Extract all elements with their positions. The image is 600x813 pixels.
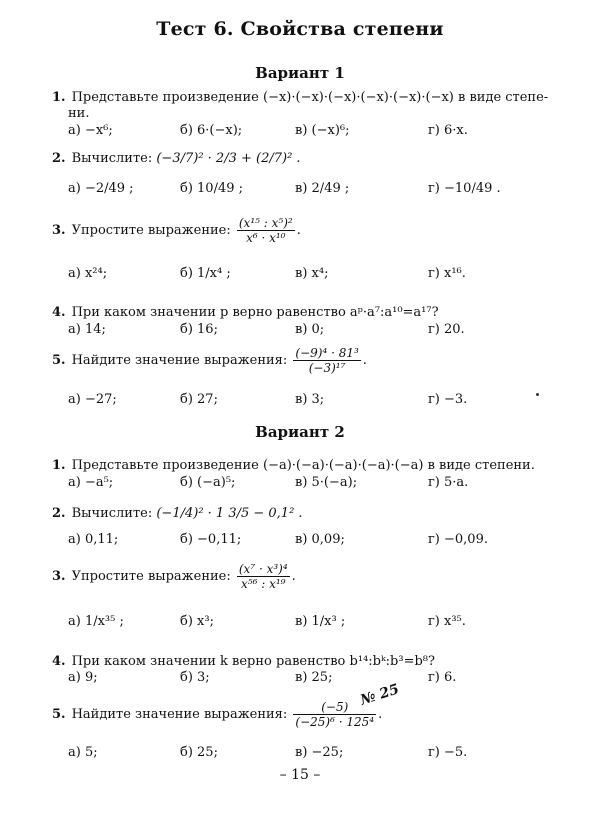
v1-q4-answer-d: г) 20. bbox=[428, 322, 465, 337]
v2-question-1: 1. Представьте произведение (−a)·(−a)·(−a)·(−a)·(−a) в виде степени. bbox=[52, 458, 535, 473]
question-text: Представьте произведение (−a)·(−a)·(−a)·(−a)·(−a) в виде степени. bbox=[71, 458, 535, 473]
v1-q2-answer-a: а) −2/49 ; bbox=[68, 181, 134, 196]
v1-q1-answer-a: а) −x⁶; bbox=[68, 123, 113, 138]
v1-question-3: 3. Упростите выражение: $\frac{\text{(x¹⁵ : x⁵)²}}{\text{x⁶ · x¹⁰}}$ . bbox=[52, 216, 301, 245]
question-text: Представьте произведение (−x)·(−x)·(−x)·(−x)·(−x)·(−x) в виде степе- bbox=[71, 90, 549, 105]
v2-q3-answer-d: г) x³⁵. bbox=[428, 614, 466, 629]
v1-question-2: 2. Вычислите: (−3/7)² · 2/3 + (2/7)² . bbox=[52, 151, 301, 166]
v2-q5-answer-b: б) 25; bbox=[180, 745, 218, 760]
v1-q3-answer-a: а) x²⁴; bbox=[68, 266, 108, 281]
v1-q5-answer-c: в) 3; bbox=[295, 392, 325, 407]
v2-q5-answer-c: в) −25; bbox=[295, 745, 344, 760]
v1-question-4: 4. При каком значении p верно равенство aᵖ·a⁷:a¹⁰=a¹⁷? bbox=[52, 305, 439, 320]
v2-q4-answer-a: а) 9; bbox=[68, 670, 98, 685]
question-fraction: $\frac{\text{(x¹⁵ : x⁵)²}}{\text{x⁶ · x¹⁰}}$ bbox=[238, 216, 293, 245]
v1-q5-answer-a: а) −27; bbox=[68, 392, 117, 407]
v1-q2-answer-b: б) 10/49 ; bbox=[180, 181, 244, 196]
v1-q5-answer-d: г) −3. bbox=[428, 392, 468, 407]
v2-q1-answer-b: б) (−a)⁵; bbox=[180, 475, 236, 490]
v2-q5-answer-a: а) 5; bbox=[68, 745, 98, 760]
v2-q2-answer-b: б) −0,11; bbox=[180, 532, 242, 547]
question-text: Упростите выражение: bbox=[71, 569, 231, 584]
v1-q1-continuation: ни. bbox=[68, 106, 90, 121]
v2-q3-answer-c: в) 1/x³ ; bbox=[295, 614, 346, 629]
question-text: Вычислите: bbox=[71, 151, 153, 166]
v1-q4-answer-a: а) 14; bbox=[68, 322, 106, 337]
question-expression: (−3/7)² · 2/3 + (2/7)² . bbox=[156, 151, 301, 166]
v2-question-5: 5. Найдите значение выражения: $\frac{(-5)}{\text{(−25)⁶ · 125⁴}}$ . bbox=[52, 700, 383, 729]
v2-q3-answer-a: а) 1/x³⁵ ; bbox=[68, 614, 124, 629]
v1-q1-answer-b: б) 6·(−x); bbox=[180, 123, 243, 138]
variant-1-heading: Вариант 1 bbox=[255, 64, 345, 82]
v1-q2-answer-c: в) 2/49 ; bbox=[295, 181, 350, 196]
v2-q4-answer-b: б) 3; bbox=[180, 670, 210, 685]
question-text: При каком значении p верно равенство aᵖ·a⁷:a¹⁰=a¹⁷? bbox=[71, 305, 439, 320]
question-fraction: $\frac{\text{(x⁷ · x³)⁴}}{\text{x⁵⁶ : x¹⁹}}$ bbox=[238, 562, 288, 591]
page-number: – 15 – bbox=[279, 767, 321, 783]
v1-q3-answer-d: г) x¹⁶. bbox=[428, 266, 466, 281]
v2-q4-answer-c: в) 25; bbox=[295, 670, 333, 685]
question-text: Найдите значение выражения: bbox=[71, 353, 288, 368]
v2-q2-answer-c: в) 0,09; bbox=[295, 532, 345, 547]
v2-q1-answer-c: в) 5·(−a); bbox=[295, 475, 358, 490]
question-fraction: $\frac{\text{(−9)⁴ · 81³}}{\text{(−3)¹⁷}}$ bbox=[295, 346, 359, 375]
v1-q4-answer-b: б) 16; bbox=[180, 322, 218, 337]
v1-question-1: 1. Представьте произведение (−x)·(−x)·(−x)·(−x)·(−x)·(−x) в виде степе- bbox=[52, 90, 549, 105]
question-fraction: $\frac{(-5)}{\text{(−25)⁶ · 125⁴}}$ bbox=[295, 700, 375, 729]
v1-q2-answer-d: г) −10/49 . bbox=[428, 181, 501, 196]
v2-q4-answer-d: г) 6. bbox=[428, 670, 457, 685]
handwritten-note: № 25 bbox=[358, 681, 402, 709]
question-text: Упростите выражение: bbox=[71, 223, 231, 238]
v2-question-3: 3. Упростите выражение: $\frac{\text{(x⁷ · x³)⁴}}{\text{x⁵⁶ : x¹⁹}}$ . bbox=[52, 562, 296, 591]
variant-2-heading: Вариант 2 bbox=[255, 423, 345, 441]
v2-q2-answer-a: а) 0,11; bbox=[68, 532, 119, 547]
v1-q4-answer-c: в) 0; bbox=[295, 322, 325, 337]
v1-q5-answer-b: б) 27; bbox=[180, 392, 218, 407]
v2-q2-answer-d: г) −0,09. bbox=[428, 532, 488, 547]
v1-question-5: 5. Найдите значение выражения: $\frac{\text{(−9)⁴ · 81³}}{\text{(−3)¹⁷}}$ . bbox=[52, 346, 367, 375]
v2-question-2: 2. Вычислите: (−1/4)² · 1 3/5 − 0,1² . bbox=[52, 506, 303, 521]
question-expression: (−1/4)² · 1 3/5 − 0,1² . bbox=[156, 506, 303, 521]
v2-question-4: 4. При каком значении k верно равенство b¹⁴:bᵏ:b³=b⁸? bbox=[52, 654, 435, 669]
v2-q1-answer-a: а) −a⁵; bbox=[68, 475, 114, 490]
v2-q1-answer-d: г) 5·a. bbox=[428, 475, 469, 490]
v2-q5-answer-d: г) −5. bbox=[428, 745, 468, 760]
question-text: При каком значении k верно равенство b¹⁴:bᵏ:b³=b⁸? bbox=[71, 654, 435, 669]
v1-q1-answer-c: в) (−x)⁶; bbox=[295, 123, 350, 138]
stray-dot bbox=[536, 393, 539, 396]
v1-q1-answer-d: г) 6·x. bbox=[428, 123, 468, 138]
question-text: Найдите значение выражения: bbox=[71, 707, 288, 722]
v1-q3-answer-c: в) x⁴; bbox=[295, 266, 329, 281]
v2-q3-answer-b: б) x³; bbox=[180, 614, 214, 629]
question-text: Вычислите: bbox=[71, 506, 153, 521]
v1-q3-answer-b: б) 1/x⁴ ; bbox=[180, 266, 231, 281]
page-title: Тест 6. Свойства степени bbox=[156, 18, 444, 40]
